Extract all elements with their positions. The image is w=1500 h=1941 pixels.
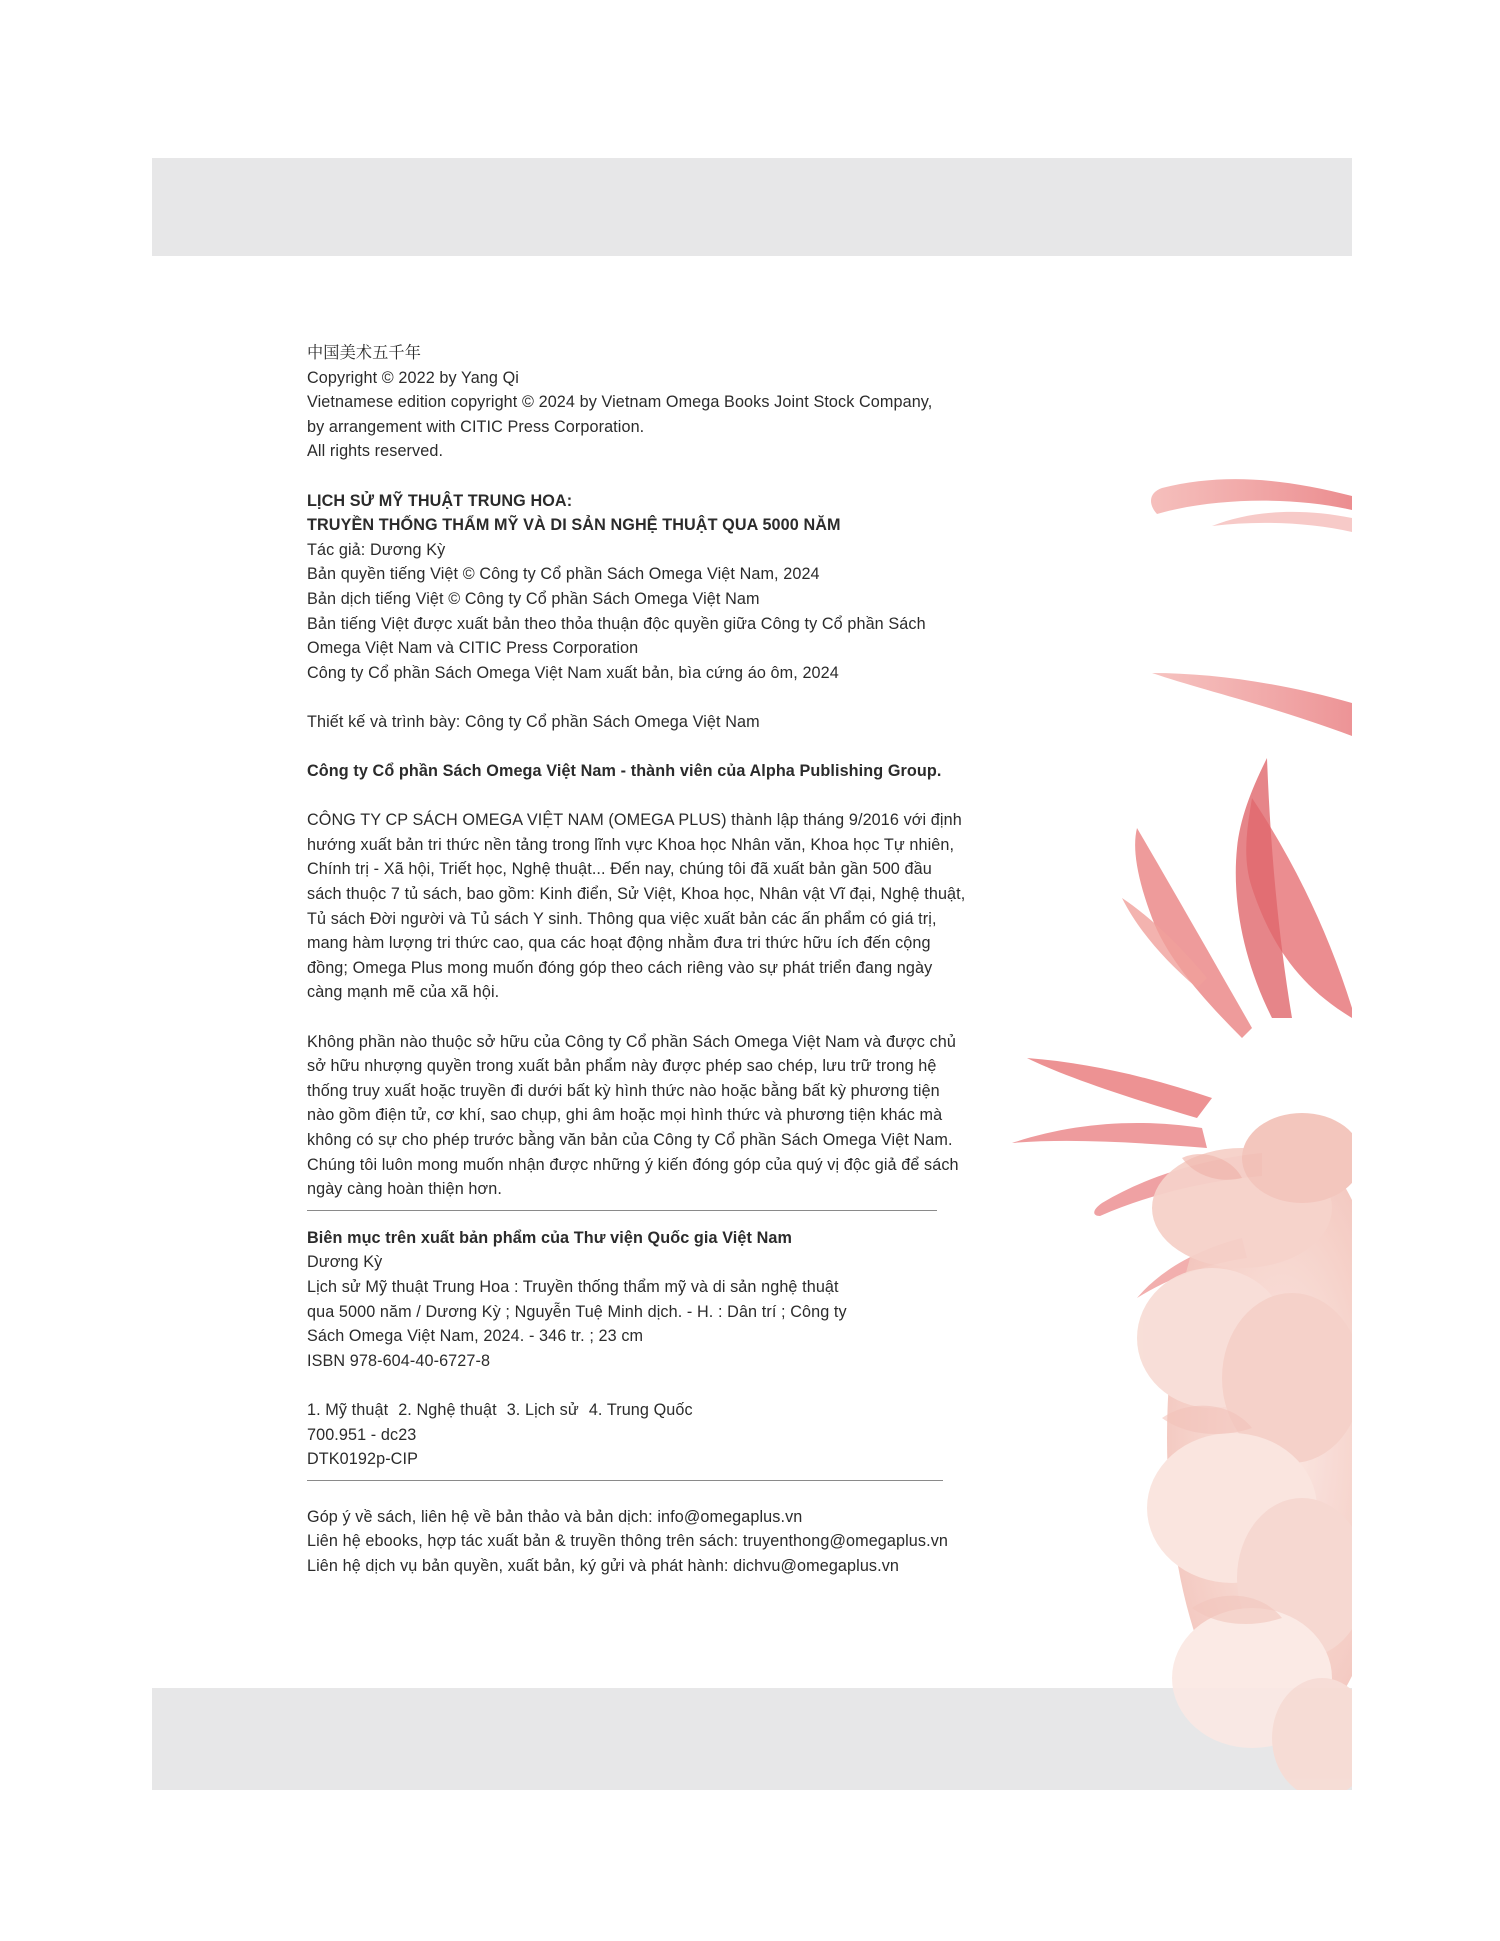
cip-record	[307, 1226, 987, 1472]
paragraph-line: thống truy xuất hoặc truyền đi dưới bất kỳ hình thức nào hoặc bằng bất kỳ phương tiện	[307, 1081, 940, 1100]
about-paragraph	[307, 808, 987, 1005]
contact-line: Góp ý về sách, liên hệ về bản thảo và bản dịch: info@omegaplus.vn	[307, 1507, 803, 1526]
vn-edition-line: by arrangement with CITIC Press Corporation.	[307, 417, 645, 436]
paragraph-line: càng mạnh mẽ của xã hội.	[307, 983, 500, 1002]
paragraph-line: hướng xuất bản tri thức nền tảng trong lĩnh vực Khoa học Nhân văn, Khoa học Tự nhiên,	[307, 835, 955, 854]
rights-reserved: All rights reserved.	[307, 442, 444, 461]
cip-heading: Biên mục trên xuất bản phẩm của Thư viện Quốc gia Việt Nam	[307, 1228, 792, 1247]
copyright-page	[152, 158, 1352, 1790]
leaf-illustration	[1151, 479, 1352, 736]
isbn: ISBN 978-604-40-6727-8	[307, 1351, 491, 1370]
subject-entry: 3. Lịch sử	[506, 1400, 579, 1419]
paragraph-line: nào gồm điện tử, cơ khí, sao chụp, ghi âm hoặc mọi hình thức và phương tiện khác mà	[307, 1106, 943, 1125]
credit-line: Công ty Cổ phần Sách Omega Việt Nam xuất bản, bìa cứng áo ôm, 2024	[307, 663, 839, 682]
paragraph-line: Chúng tôi luôn mong muốn nhận được những ý kiến đóng góp của quý vị độc giả để sách	[307, 1155, 959, 1174]
original-title: 中国美术五千年	[307, 344, 422, 362]
contact-list	[307, 1505, 987, 1579]
divider	[307, 1210, 937, 1211]
paragraph-line: không có sự cho phép trước bằng văn bản của Công ty Cổ phần Sách Omega Việt Nam.	[307, 1131, 953, 1149]
divider	[307, 1480, 943, 1481]
cip-entry-line: qua 5000 năm / Dương Kỳ ; Nguyễn Tuệ Minh dịch. - H. : Dân trí ; Công ty	[307, 1302, 847, 1321]
member-statement: Công ty Cổ phần Sách Omega Việt Nam - thành viên của Alpha Publishing Group.	[307, 762, 942, 781]
paragraph-line: sách thuộc 7 tủ sách, bao gồm: Kinh điển, Sử Việt, Khoa học, Nhân vật Vĩ đại, Nghệ thuật,	[307, 885, 966, 904]
vn-edition-line: Vietnamese edition copyright © 2024 by Vietnam Omega Books Joint Stock Company,	[307, 393, 933, 412]
contact-line: Liên hệ dịch vụ bản quyền, xuất bản, ký gửi và phát hành: dichvu@omegaplus.vn	[307, 1556, 900, 1575]
paragraph-line: ngày càng hoàn thiện hơn.	[307, 1180, 502, 1199]
rights-paragraph	[307, 1030, 987, 1202]
credit-line: Bản tiếng Việt được xuất bản theo thỏa thuận độc quyền giữa Công ty Cổ phần Sách	[307, 614, 926, 633]
ddc-class: 700.951 - dc23	[307, 1425, 417, 1444]
cip-entry-line: Lịch sử Mỹ thuật Trung Hoa : Truyền thống thẩm mỹ và di sản nghệ thuật	[307, 1277, 839, 1296]
paragraph-line: Chính trị - Xã hội, Triết học, Nghệ thuật... Đến nay, chúng tôi đã xuất bản gần 500 đầu	[307, 860, 932, 879]
design-credit: Thiết kế và trình bày: Công ty Cổ phần Sách Omega Việt Nam	[307, 712, 760, 731]
subject-entry: 2. Nghệ thuật	[398, 1400, 497, 1419]
paragraph-line: CÔNG TY CP SÁCH OMEGA VIỆT NAM (OMEGA PLUS) thành lập tháng 9/2016 với định	[307, 811, 962, 830]
cip-author: Dương Kỳ	[307, 1253, 383, 1272]
credit-line: Bản quyền tiếng Việt © Công ty Cổ phần Sách Omega Việt Nam, 2024	[307, 565, 820, 584]
paragraph-line: đồng; Omega Plus mong muốn đóng góp theo cách riêng vào sự phát triển đang ngày	[307, 958, 933, 977]
paragraph-line: Không phần nào thuộc sở hữu của Công ty Cổ phần Sách Omega Việt Nam và được chủ	[307, 1032, 956, 1051]
credit-line: Omega Việt Nam và CITIC Press Corporation	[307, 639, 639, 658]
cip-subjects	[307, 1398, 987, 1423]
credit-line: Tác giả: Dương Kỳ	[307, 540, 446, 559]
paragraph-line: mang hàm lượng tri thức cao, qua các hoạt động nhằm đưa tri thức hữu ích đến cộng	[307, 934, 931, 953]
credit-line: Bản dịch tiếng Việt © Công ty Cổ phần Sách Omega Việt Nam	[307, 589, 760, 608]
paragraph-line: Tủ sách Đời người và Tủ sách Y sinh. Thông qua việc xuất bản các ấn phẩm có giá trị,	[307, 909, 937, 928]
imprint-text	[307, 341, 987, 1579]
subject-entry: 4. Trung Quốc	[588, 1400, 693, 1419]
paragraph-line: sở hữu nhượng quyền trong xuất bản phẩm này được phép sao chép, lưu trữ trong hệ	[307, 1057, 937, 1076]
contact-line: Liên hệ ebooks, hợp tác xuất bản & truyền thông trên sách: truyenthong@omegaplus.vn	[307, 1532, 948, 1551]
book-title-line: LỊCH SỬ MỸ THUẬT TRUNG HOA:	[307, 491, 573, 510]
cip-entry-line: Sách Omega Việt Nam, 2024. - 346 tr. ; 23 cm	[307, 1327, 644, 1346]
subject-entry: 1. Mỹ thuật	[307, 1400, 389, 1419]
peony-flower-illustration	[1137, 1113, 1352, 1790]
original-copyright: Copyright © 2022 by Yang Qi	[307, 368, 519, 387]
book-subtitle-line: TRUYỀN THỐNG THẨM MỸ VÀ DI SẢN NGHỆ THUẬT QUA 5000 NĂM	[307, 516, 841, 535]
cip-record-id: DTK0192p-CIP	[307, 1450, 418, 1469]
